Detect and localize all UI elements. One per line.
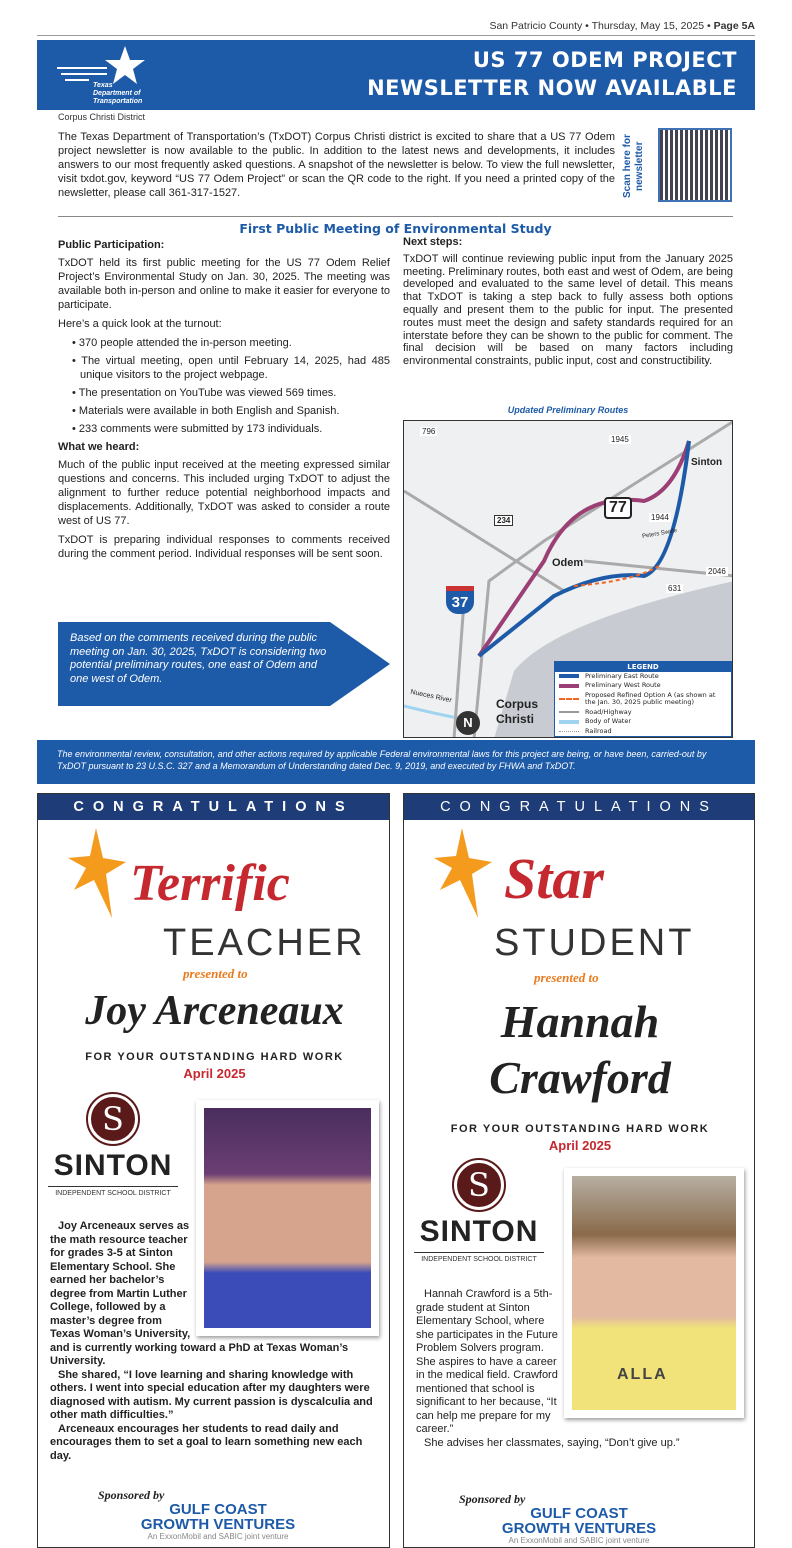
student-story xyxy=(416,1288,746,1450)
student-award xyxy=(403,793,755,1548)
qr-label: Scan here for newsletter xyxy=(622,134,645,198)
city-label xyxy=(496,697,538,727)
award-month: April 2025 xyxy=(548,1138,612,1153)
school-district: INDEPENDENT SCHOOL DISTRICT xyxy=(48,1186,178,1198)
list-item: • 233 comments were submitted by 173 individuals. xyxy=(72,422,390,436)
legend-item xyxy=(555,717,731,727)
district-label: Corpus Christi District xyxy=(58,112,146,122)
right-column xyxy=(403,236,733,373)
award-subtitle: STUDENT xyxy=(494,922,695,964)
disclaimer: The environmental review, consultation, and other actions required by applicable Federal environmental laws for this project are being, or have been, carried-out by TxDOT pursuant to 23 U.S.C. 327 and a Memorandum of Understanding dated Dec. 9, 2019, and executed by FHWA and TxDOT. xyxy=(37,740,755,784)
star-icon xyxy=(66,828,126,918)
title-line-1: US 77 ODEM PROJECT xyxy=(472,48,737,72)
route-map[interactable] xyxy=(403,420,733,738)
award-reason: FOR YOUR OUTSTANDING HARD WORK xyxy=(450,1123,710,1135)
shirt-text: ALLA xyxy=(617,1366,668,1383)
callout-arrow xyxy=(58,622,390,706)
recipient-name xyxy=(404,994,756,1106)
sponsor-tagline: An ExxonMobil and SABIC joint venture xyxy=(508,1536,650,1545)
award-month: April 2025 xyxy=(183,1066,246,1081)
legend-title: LEGEND xyxy=(555,662,731,672)
congrats-header: CONGRATULATIONS xyxy=(404,794,754,820)
story-paragraph: She shared, “I love learning and sharing knowledge with others. I went into special education after my daughters were diagnosed with autism. My current passion is dyscalculia and other math difficulties.” xyxy=(50,1368,373,1421)
river-label: Nueces River xyxy=(409,688,453,705)
paragraph: Here’s a quick look at the turnout: xyxy=(58,318,222,330)
subheading: Public Participation: xyxy=(58,239,165,251)
left-column xyxy=(58,238,390,566)
sponsor-name: GROWTH VENTURES xyxy=(140,1516,296,1533)
creek-label: Peters Swale xyxy=(641,527,678,541)
school-name: SINTON xyxy=(53,1149,173,1182)
list-item: • The presentation on YouTube was viewed 569 times. xyxy=(72,386,390,400)
story-paragraph: Arceneaux encourages her students to read daily and encourages them to set a goal to learn something new each day. xyxy=(50,1422,363,1462)
award-reason: FOR YOUR OUTSTANDING HARD WORK xyxy=(85,1051,344,1063)
divider xyxy=(58,216,733,217)
road-label: 796 xyxy=(422,427,436,436)
map-caption: Updated Preliminary Routes xyxy=(507,405,629,415)
list-item: • Materials were available in both English and Spanish. xyxy=(72,404,390,418)
road-label: 1944 xyxy=(651,513,669,522)
map-legend xyxy=(554,661,732,738)
legend-item xyxy=(555,691,731,708)
subheading: What we heard: xyxy=(58,441,140,453)
turnout-list xyxy=(58,336,390,436)
list-item: • The virtual meeting, open until February 14, 2025, had 485 unique visitors to the project webpage. xyxy=(72,354,390,382)
txdot-logo xyxy=(45,44,165,106)
legend-item xyxy=(555,672,731,682)
legend-item xyxy=(555,727,731,737)
legend-label: Preliminary West Route xyxy=(585,681,661,689)
sponsor-name: GULF COAST xyxy=(530,1505,628,1522)
sinton-isd-logo: S SINTON INDEPENDENT SCHOOL DISTRICT xyxy=(48,1094,178,1198)
city-label-line: Christi xyxy=(496,712,535,726)
story-paragraph: Joy Arceneaux serves as the math resource teacher for grades 3-5 at Sinton Elementary School. She earned her bachelor’s degree from Martin Luther College, followed by a master’s degree from Texas Woman’s University, and is currently working toward a PhD at Texas Woman’s University. xyxy=(50,1220,349,1367)
sponsor-name: GROWTH VENTURES xyxy=(501,1520,657,1537)
paragraph: TxDOT will continue reviewing public input from the January 2025 meeting. Preliminary routes, both east and west of Odem, are being developed and evaluated to the same level of detail. This means that TxDOT is taking a step back to fully assess both options equally and present them to the public for input. The presented routes must meet the design and safety standards required for an interstate before they can be shown to the public for comment. The final decision will be based on many factors including environmental constraints, public input, cost and constructibility. xyxy=(403,252,733,368)
legend-item xyxy=(555,681,731,691)
city-label: Odem xyxy=(552,557,584,569)
sponsored-by: Sponsored by xyxy=(459,1492,526,1506)
road-label: 2046 xyxy=(708,567,726,576)
award-subtitle: TEACHER xyxy=(163,922,366,964)
presented-to: presented to xyxy=(183,966,248,981)
legend-label: Proposed Refined Option A (as shown at the Jan. 30, 2025 public meeting) xyxy=(585,690,716,706)
paragraph: TxDOT held its first public meeting for the US 77 Odem Relief Project’s Environmental Study on Jan. 30, 2025. The meeting was available both in-person and online to make it easier for everyone to participate. xyxy=(58,257,390,311)
section-heading: First Public Meeting of Environmental Study xyxy=(239,221,552,236)
logo-text: Texas Department of Transportation xyxy=(93,82,143,105)
story-paragraph: She advises her classmates, saying, “Don’t give up.” xyxy=(424,1436,680,1449)
legend-label: Railroad xyxy=(585,726,612,735)
legend-label: Road/Highway xyxy=(585,707,632,716)
date: Thursday, May 15, 2025 xyxy=(591,20,705,32)
sponsor-name: GULF COAST xyxy=(169,1501,267,1518)
first-name: Hannah xyxy=(500,996,660,1047)
masthead: San Patricio County • Thursday, May 15, 2025 • Page 5A xyxy=(37,20,755,36)
school-name: SINTON xyxy=(419,1215,539,1248)
city-label: Sinton xyxy=(691,457,723,468)
teacher-award xyxy=(37,793,390,1548)
list-item: • 370 people attended the in-person meeting. xyxy=(72,336,390,350)
page-number: Page 5A xyxy=(713,20,755,32)
road-label: 631 xyxy=(668,584,682,593)
subheading: Next steps: xyxy=(403,236,463,248)
qr-code[interactable] xyxy=(658,128,732,202)
star-icon xyxy=(432,828,492,918)
sponsored-by: Sponsored by xyxy=(98,1488,165,1502)
story-paragraph: Hannah Crawford is a 5th-grade student at Sinton Elementary School, where she participates in the Future Problem Solvers program. She aspires to have a career in the medical field. Crawford mentioned that school is significant to her because, “It can help me prepare for my career.” xyxy=(416,1288,558,1435)
title-banner xyxy=(37,40,755,110)
county: San Patricio County xyxy=(489,20,583,32)
last-name: Crawford xyxy=(489,1052,671,1103)
award-title: Star xyxy=(504,846,604,911)
city-label-line: Corpus xyxy=(496,697,538,711)
callout-text: Based on the comments received during the public meeting on Jan. 30, 2025, TxDOT is considering two potential preliminary routes, one east of Odem and one west of Odem. xyxy=(70,632,327,685)
sponsor xyxy=(98,1488,338,1542)
i37-shield: 37 xyxy=(446,586,474,614)
paragraph: Much of the public input received at the meeting expressed similar questions and concerns. This included urging TxDOT to adjust the alignment to further reduce potential neighborhood impacts and displacements. Additionally, TxDOT was asked to consider a route west of US 77. xyxy=(58,459,390,527)
intro-paragraph: The Texas Department of Transportation’s (TxDOT) Corpus Christi district is excited to share that a US 77 Odem project newsletter is now available to the public. In addition to the latest news and developments, it includes answers to our most frequently asked questions. A snapshot of the newsletter is below. To view the full newsletter, visit txdot.gov, keyword “US 77 Odem Project” or scan the QR code to the right. If you need a printed copy of the newsletter, please call 361-317-1527. xyxy=(58,131,615,199)
congrats-header: CONGRATULATIONS xyxy=(38,794,389,820)
us77-shield: 77 xyxy=(604,497,632,519)
school-district: INDEPENDENT SCHOOL DISTRICT xyxy=(414,1252,544,1264)
title-line-2: NEWSLETTER NOW AVAILABLE xyxy=(367,76,737,100)
recipient-name: Joy Arceneaux xyxy=(85,988,344,1034)
teacher-story xyxy=(50,1220,380,1463)
legend-label: Body of Water xyxy=(585,717,632,725)
award-title: Terrific xyxy=(130,855,290,912)
legend-item xyxy=(555,708,731,718)
sponsor xyxy=(459,1492,699,1546)
paragraph: TxDOT is preparing individual responses to comments received during the comment period. Individual responses will be sent soon. xyxy=(58,534,390,560)
sinton-isd-logo: S SINTON INDEPENDENT SCHOOL DISTRICT xyxy=(414,1160,544,1264)
road-label: 234 xyxy=(494,515,513,526)
legend-label: Preliminary East Route xyxy=(585,671,659,680)
presented-to: presented to xyxy=(534,970,599,985)
page-title xyxy=(367,46,737,102)
road-label: 1945 xyxy=(611,435,629,444)
sponsor-tagline: An ExxonMobil and SABIC joint venture xyxy=(147,1532,289,1541)
north-arrow-icon: N xyxy=(456,711,480,735)
